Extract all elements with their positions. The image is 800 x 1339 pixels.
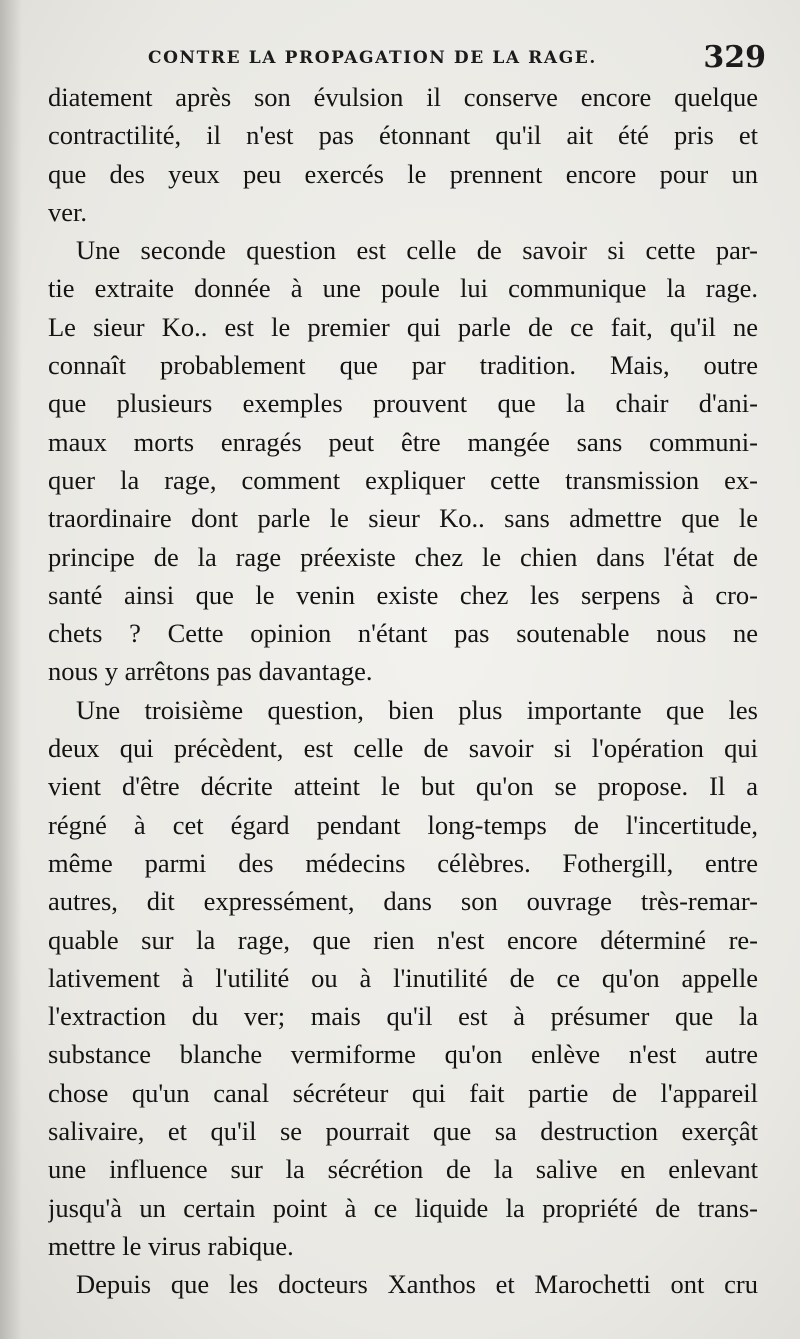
text-line: salivaire, et qu'il se pourrait que sa destruction exerçât xyxy=(48,1116,758,1147)
text-line: deux qui précèdent, est celle de savoir si l'opération qui xyxy=(48,733,758,764)
text-line: mettre le virus rabique. xyxy=(48,1230,294,1261)
text-line: chose qu'un canal sécréteur qui fait partie de l'appareil xyxy=(48,1077,758,1108)
text-line: Une seconde question est celle de savoir si cette par- xyxy=(76,235,758,266)
text-line: même parmi des médecins célèbres. Fothergill, entre xyxy=(48,847,758,878)
text-line: autres, dit expressément, dans son ouvrage très-remar- xyxy=(48,886,758,917)
text-line: chets ? Cette opinion n'étant pas soutenable nous ne xyxy=(48,618,758,649)
text-line: que plusieurs exemples prouvent que la chair d'ani- xyxy=(48,388,758,419)
text-line: substance blanche vermiforme qu'on enlève n'est autre xyxy=(48,1039,758,1070)
text-line: connaît probablement que par tradition. Mais, outre xyxy=(48,350,758,381)
text-line: Depuis que les docteurs Xanthos et Marochetti ont cru xyxy=(76,1269,758,1300)
text-line: l'extraction du ver; mais qu'il est à présumer que la xyxy=(48,1001,758,1032)
text-line: lativement à l'utilité ou à l'inutilité de ce qu'on appelle xyxy=(48,962,758,993)
text-line: quable sur la rage, que rien n'est encore déterminé re- xyxy=(48,924,758,955)
page-number: 329 xyxy=(703,40,766,75)
running-title: CONTRE LA PROPAGATION DE LA RAGE. xyxy=(148,48,597,68)
body-text xyxy=(48,78,758,1304)
text-line: jusqu'à un certain point à ce liquide la propriété de trans- xyxy=(48,1192,758,1223)
text-line: quer la rage, comment expliquer cette transmission ex- xyxy=(48,464,758,495)
text-line: diatement après son évulsion il conserve encore quelque xyxy=(48,82,758,112)
text-line: régné à cet égard pendant long-temps de l'incertitude, xyxy=(48,809,758,840)
text-line: principe de la rage préexiste chez le chien dans l'état de xyxy=(48,541,758,572)
text-line: contractilité, il n'est pas étonnant qu'il ait été pris et xyxy=(48,120,758,151)
text-line: que des yeux peu exercés le prennent encore pour un xyxy=(48,158,758,189)
text-line: Une troisième question, bien plus importante que les xyxy=(76,694,758,725)
text-line: maux morts enragés peut être mangée sans communi- xyxy=(48,426,758,457)
text-line: tie extraite donnée à une poule lui communique la rage. xyxy=(48,273,758,304)
text-line: une influence sur la sécrétion de la salive en enlevant xyxy=(48,1154,758,1185)
text-line: traordinaire dont parle le sieur Ko.. sans admettre que le xyxy=(48,503,758,534)
page-header xyxy=(148,40,766,80)
text-line: Le sieur Ko.. est le premier qui parle de ce fait, qu'il ne xyxy=(48,311,758,342)
text-line: santé ainsi que le venin existe chez les serpens à cro- xyxy=(48,579,758,610)
text-line: vient d'être décrite atteint le but qu'on se propose. Il a xyxy=(48,771,758,802)
text-line: ver. xyxy=(48,196,87,227)
text-line: nous y arrêtons pas davantage. xyxy=(48,656,373,687)
page-edge-shadow xyxy=(0,0,22,1339)
